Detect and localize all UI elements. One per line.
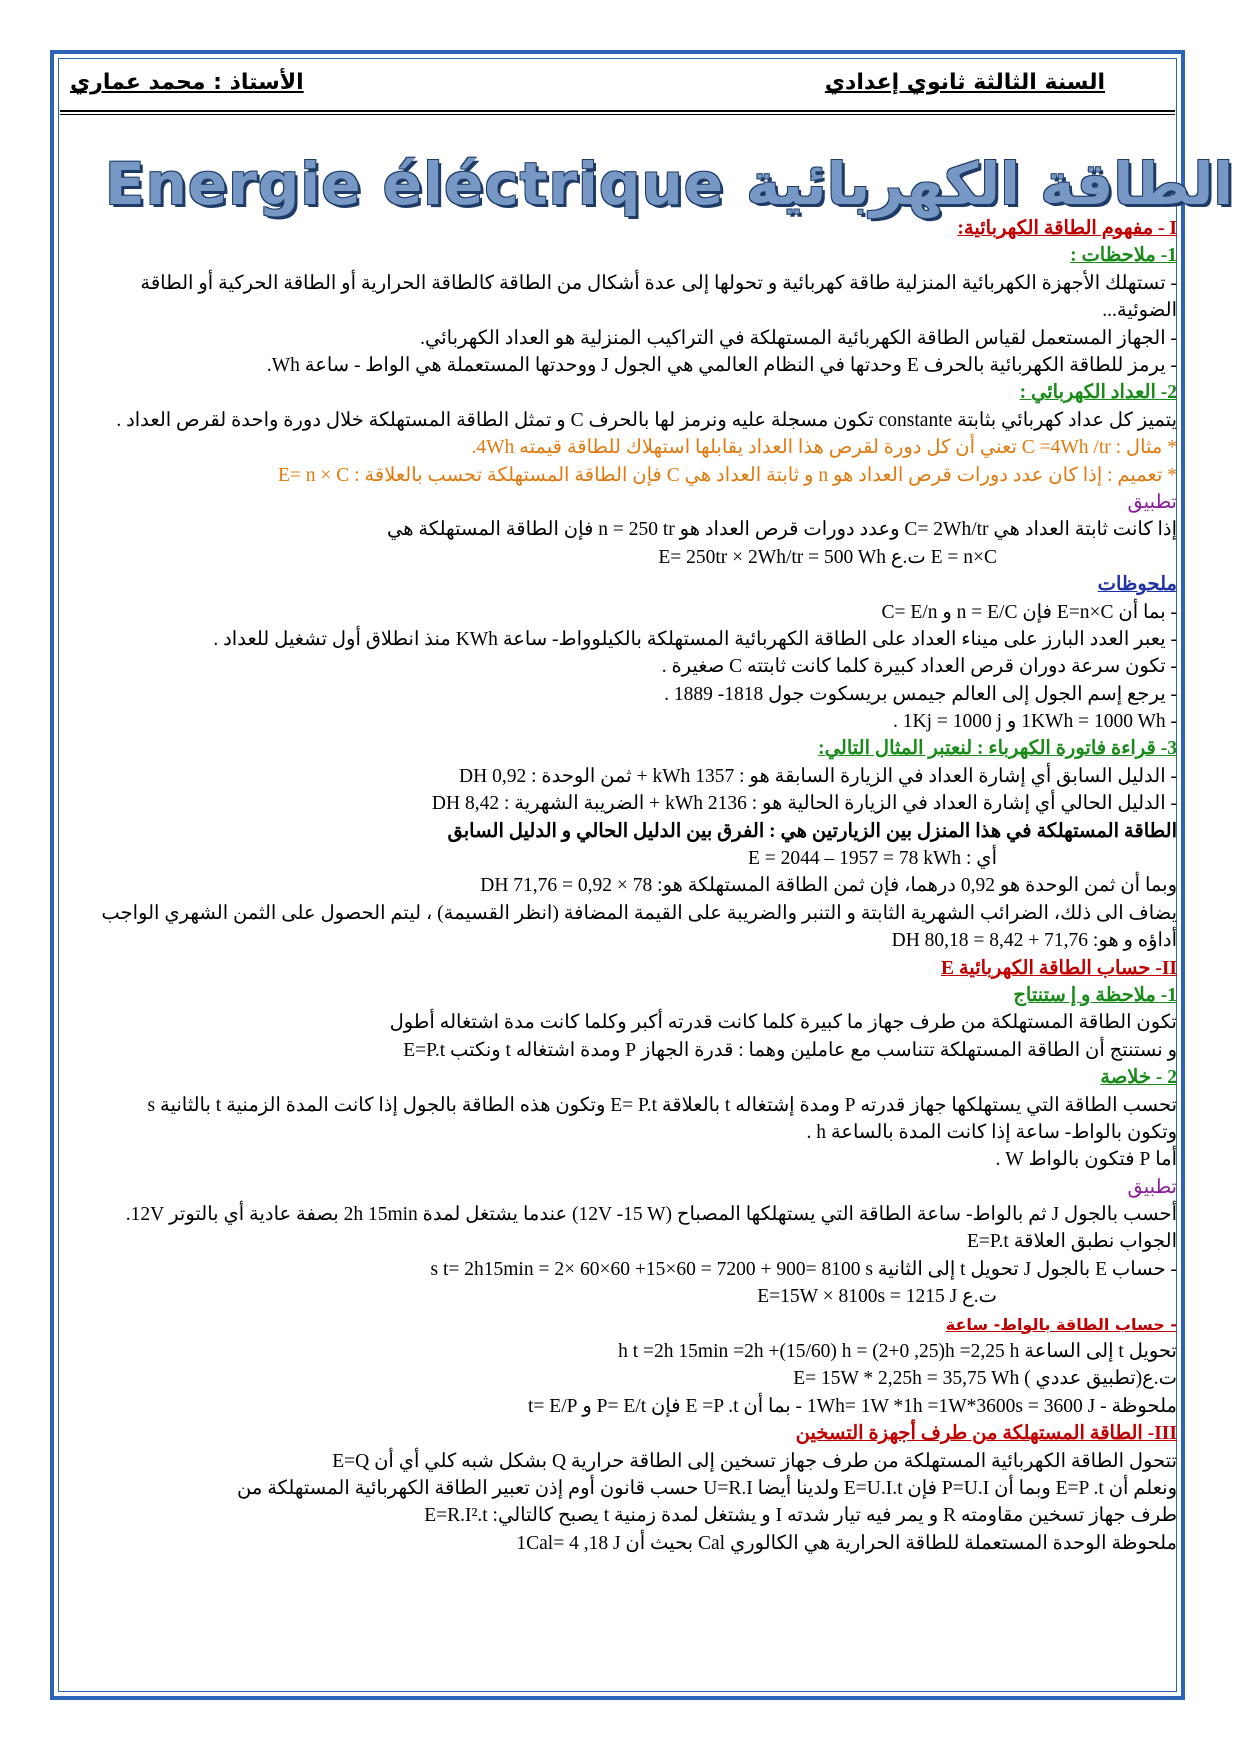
application-heading: تطبيق <box>1127 1176 1177 1198</box>
paragraph: أما P فتكون بالواط W . <box>995 1149 1177 1171</box>
paragraph: و نستنتج أن الطاقة المستهلكة تتناسب مع عاملين وهما : قدرة الجهاز P ومدة اشتغاله t ونكتب E=P.t <box>403 1039 1177 1061</box>
subsection-heading: 3- قراءة فاتورة الكهرباء : لنعتبر المثال التالي: <box>818 738 1177 760</box>
step-heading: - حساب الطاقة بالواط- ساعة <box>945 1314 1177 1334</box>
subsection-heading: 2 - خلاصة <box>1100 1067 1177 1089</box>
title-ar: الطاقة الكهربائية <box>746 150 1234 218</box>
generalization-line: * تعميم : إذا كان عدد دورات قرص العداد هو n و ثابتة العداد هي C فإن الطاقة المستهلكة تحسب بالعلاقة : E= n × C <box>277 464 1177 486</box>
header-rule <box>60 110 1175 112</box>
paragraph: إذا كانت ثابتة العداد هي C= 2Wh/tr وعدد دورات قرص العداد هو n = 250 tr فإن الطاقة المستهلكة هي <box>386 519 1177 541</box>
paragraph: وبما أن ثمن الوحدة هو 0,92 درهما، فإن ثمن الطاقة المستهلكة هو: 78 × 0,92 = 71,76 DH <box>480 875 1177 897</box>
paragraph: وتكون بالواط- ساعة إذا كانت المدة بالساعة h . <box>806 1121 1177 1143</box>
subsection-heading: 1- ملاحظة و إ ستنتاج <box>1013 984 1177 1006</box>
paragraph: - 1KWh = 1000 Wh و 1Kj = 1000 j . <box>892 711 1177 733</box>
paragraph: يضاف الى ذلك، الضرائب الشهرية الثابتة و التنبر والضريبة على القيمة المضافة (انظر القسيمة) ، ليتم الحصول على الثمن الشهري الواجب <box>101 902 1177 924</box>
paragraph: - الدليل السابق أي إشارة العداد في الزيارة السابقة هو : 1357 kWh + ثمن الوحدة : 0,92 DH <box>459 765 1177 787</box>
calculation-line: - حساب E بالجول J تحويل t إلى الثانية s t= 2h15min = 2× 60×60 +15×60 = 7200 + 900= 8100 s <box>430 1258 1177 1280</box>
header-rule-thin <box>60 114 1175 115</box>
paragraph: - تكون سرعة دوران قرص العداد كبيرة كلما كانت ثابتته C صغيرة . <box>661 656 1177 678</box>
note-line: ملحوظة الوحدة المستعملة للطاقة الحرارية هي الكالوري Cal بحيث أن 1Cal= 4 ,18 J <box>516 1532 1177 1554</box>
paragraph: - الدليل الحالي أي إشارة العداد في الزيارة الحالية هو : 2136 kWh + الضريبة الشهرية : 8,42 DH <box>431 793 1177 815</box>
paragraph: ونعلم أن E=P .t وبما أن P=U.I فإن E=U.I.t ولدينا أيضا U=R.I حسب قانون أوم إذن تعبير الطاقة الكهربائية المستهلكة من <box>237 1478 1177 1499</box>
subsection-heading: 2- العداد الكهربائي : <box>1019 382 1177 404</box>
paragraph: - تستهلك الأجهزة الكهربائية المنزلية طاقة كهربائية و تحولها إلى عدة أشكال من الطاقة كالطاقة الحرارية أو الطاقة الحركية أو الطاقة الضوئية... <box>140 272 1177 322</box>
answer-line: الجواب نطبق العلاقة E=P.t <box>966 1231 1177 1253</box>
paragraph: - بما أن E=n×C فإن n = E/C و C= E/n <box>881 601 1177 623</box>
lesson-content <box>65 215 1177 1557</box>
paragraph: الطاقة المستهلكة في هذا المنزل بين الزيارتين هي : الفرق بين الدليل الحالي و الدليل السابق <box>447 820 1177 842</box>
application-heading: تطبيق <box>1127 491 1177 513</box>
subsection-heading: 1- ملاحظات : <box>1070 245 1177 267</box>
notes-heading: ملحوظات <box>1097 574 1177 596</box>
section-heading: I - مفهوم الطاقة الكهربائية: <box>957 218 1177 239</box>
section-heading: II- حساب الطاقة الكهربائية E <box>940 957 1177 979</box>
section-heading: III- الطاقة المستهلكة من طرف أجهزة التسخين <box>795 1423 1177 1445</box>
paragraph: أحسب بالجول J ثم بالواط- ساعة الطاقة التي يستهلكها المصباح (12V -15 W) عندما يشتغل لمدة 2h 15min بصفة عادية أي بالتوتر 12V. <box>125 1204 1177 1226</box>
calculation-line: تحويل t إلى الساعة h t =2h 15min =2h +(15/60) h = (2+0 ,25)h =2,25 h <box>618 1341 1177 1363</box>
paragraph: - الجهاز المستعمل لقياس الطاقة الكهربائية المستهلكة في التراكيب المنزلية هو العداد الكهربائي. <box>420 327 1177 349</box>
calculation-line: ت.ع(تطبيق عددي ) E= 15W * 2,25h = 35,75 Wh <box>793 1368 1177 1390</box>
paragraph: طرف جهاز تسخين مقاومته R و يمر فيه تيار شدته I و يشتغل لمدة زمنية t يصبح كالتالي: E=R.I².t <box>424 1505 1177 1527</box>
formula-line: أي : E = 2044 – 1957 = 78 kWh <box>747 848 997 870</box>
paragraph: - يرمز للطاقة الكهربائية بالحرف E وحدتها في النظام العالمي هي الجول J ووحدتها المستعملة هي الواط - ساعة Wh. <box>266 354 1177 376</box>
teacher-label: الأستاذ : محمد عماري <box>70 70 304 95</box>
paragraph: يتميز كل عداد كهربائي بثابتة constante تكون مسجلة عليه ونرمز لها بالحرف C و تمثل الطاقة المستهلكة خلال دورة واحدة لقرص العداد . <box>116 409 1177 431</box>
paragraph: - يرجع إسم الجول إلى العالم جيمس بريسكوت جول 1818- 1889 . <box>664 683 1177 705</box>
paragraph: تحسب الطاقة التي يستهلكها جهاز قدرته P ومدة إشتغاله t بالعلاقة E= P.t وتكون هذه الطاقة بالجول إذا كانت المدة الزمنية t بالثانية s <box>147 1094 1177 1116</box>
page-title <box>105 150 1234 220</box>
formula-line: E = n×C ت.ع E= 250tr × 2Wh/tr = 500 Wh <box>658 546 997 568</box>
title-fr: Energie éléctrique <box>105 150 725 218</box>
example-line: * مثال : C =4Wh /tr تعني أن كل دورة لقرص هذا العداد يقابلها استهلاك للطاقة قيمته 4Wh. <box>471 437 1177 459</box>
paragraph: - يعبر العدد البارز على ميناء العداد على الطاقة الكهربائية المستهلكة بالكيلوواط- ساعة KWh منذ انطلاق أول تشغيل للعداد . <box>213 628 1177 650</box>
note-line: ملحوظة - 1Wh= 1W *1h =1W*3600s = 3600 J - بما أن E =P .t فإن P= E/t و t= E/P <box>528 1395 1177 1417</box>
level-label: السنة الثالثة ثانوي إعدادي <box>824 70 1105 95</box>
paragraph: تتحول الطاقة الكهربائية المستهلكة من طرف جهاز تسخين إلى الطاقة حرارية Q بشكل شبه كلي أي أن E=Q <box>332 1450 1177 1472</box>
paragraph: تكون الطاقة المستهلكة من طرف جهاز ما كبيرة كلما كانت قدرته أكبر وكلما كانت مدة اشتغاله أطول <box>389 1012 1177 1034</box>
paragraph: أداؤه و هو: 71,76 + 8,42 = 80,18 DH <box>891 930 1177 952</box>
calculation-line: ت.ع E=15W × 8100s = 1215 J <box>757 1286 997 1308</box>
